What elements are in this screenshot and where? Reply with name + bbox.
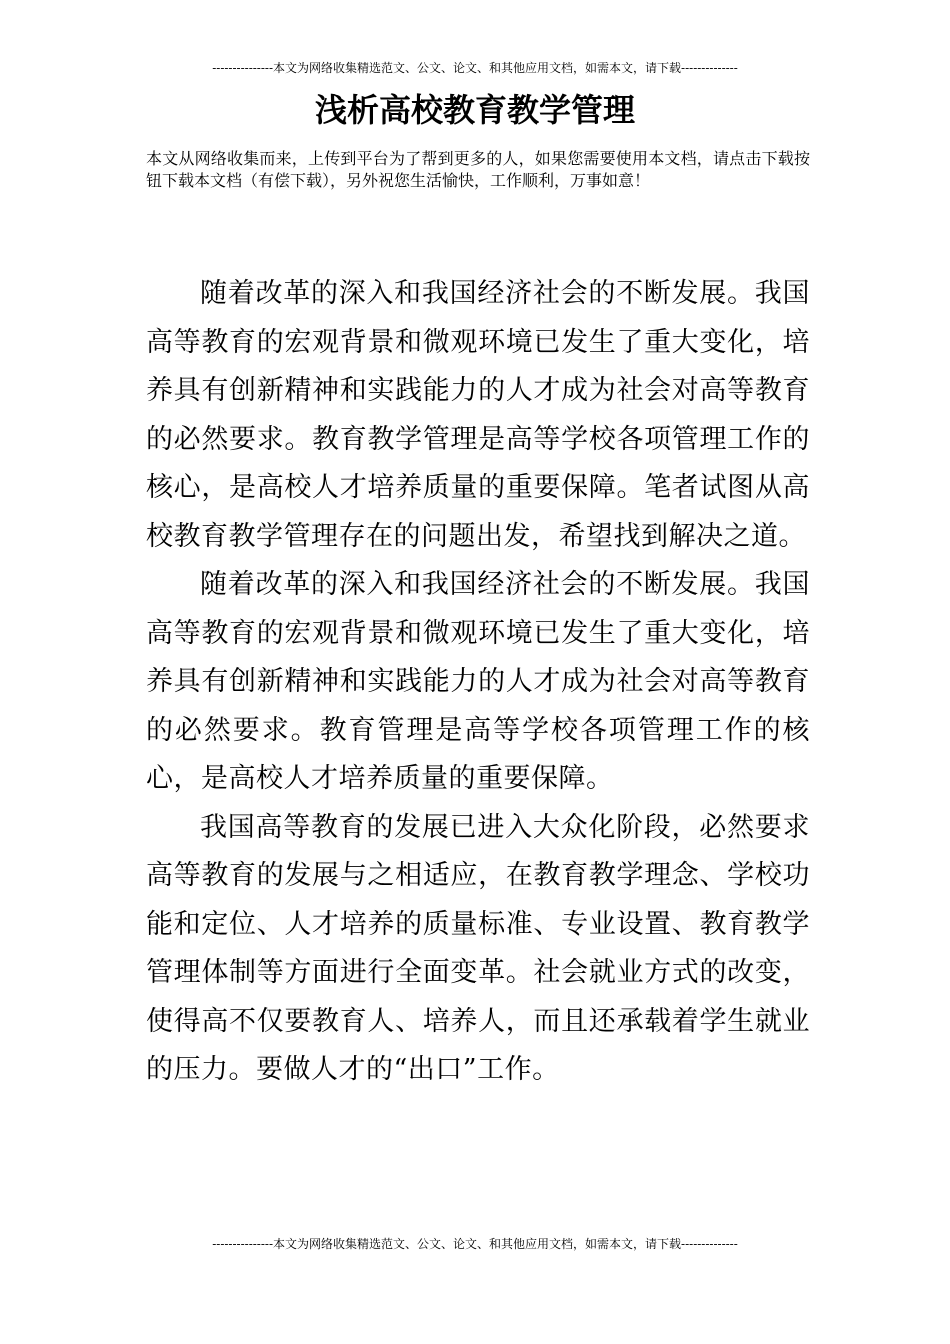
body-paragraph: 随着改革的深入和我国经济社会的不断发展。我国高等教育的宏观背景和微观环境已发生了重大变化，培养具有创新精神和实践能力的人才成为社会对高等教育的必然要求。教育管理是高等学校各项管理工作的核心，是高校人才培养质量的重要保障。	[146, 569, 810, 794]
intro-note: 本文从网络收集而来，上传到平台为了帮到更多的人，如果您需要使用本文档，请点击下载按钮下载本文档（有偿下载），另外祝您生活愉快，工作顺利，万事如意！	[146, 149, 810, 190]
header-banner: ---------------本文为网络收集精选范文、公文、论文、和其他应用文档，如需本文，请下载--------------	[212, 61, 738, 75]
document-body	[146, 270, 810, 1095]
body-paragraph: 随着改革的深入和我国经济社会的不断发展。我国高等教育的宏观背景和微观环境已发生了重大变化，培养具有创新精神和实践能力的人才成为社会对高等教育的必然要求。教育教学管理是高等学校各项管理工作的核心，是高校人才培养质量的重要保障。笔者试图从高校教育教学管理存在的问题出发，希望找到解决之道。	[146, 278, 810, 552]
body-paragraph: 我国高等教育的发展已进入大众化阶段，必然要求高等教育的发展与之相适应，在教育教学理念、学校功能和定位、人才培养的质量标准、专业设置、教育教学管理体制等方面进行全面变革。社会就业方式的改变，使得高不仅要教育人、培养人，而且还承载着学生就业的压力。要做人才的“出口”工作。	[146, 811, 810, 1085]
footer-banner: ---------------本文为网络收集精选范文、公文、论文、和其他应用文档，如需本文，请下载--------------	[212, 1237, 738, 1251]
document-title: 浅析高校教育教学管理	[314, 91, 635, 129]
